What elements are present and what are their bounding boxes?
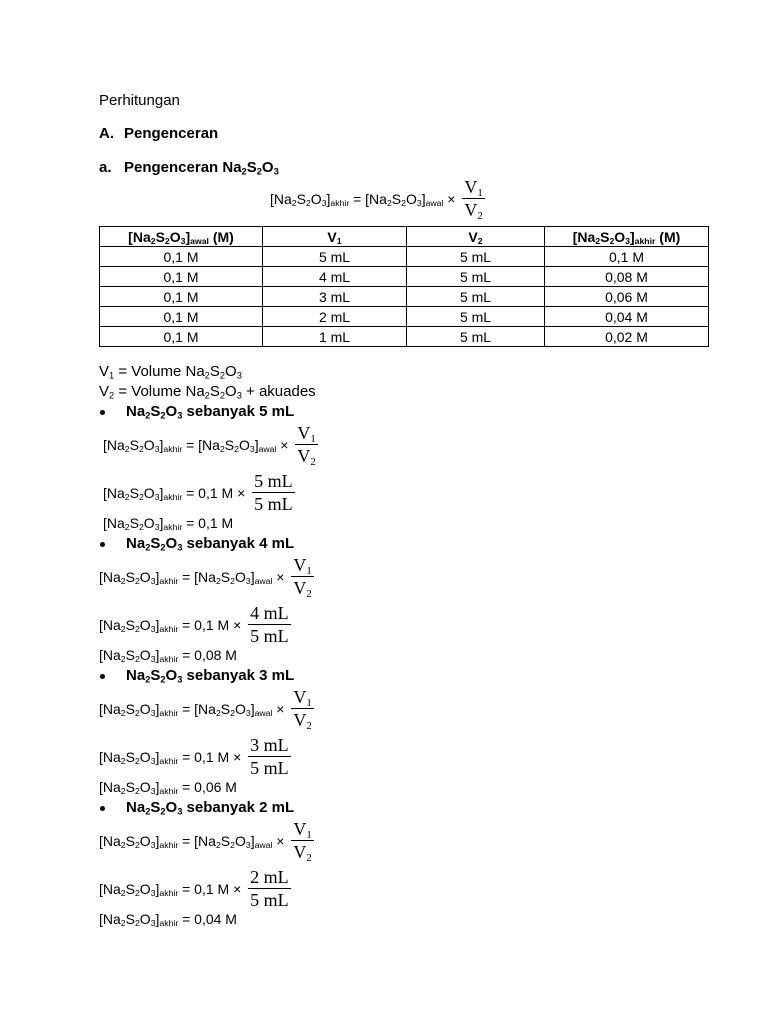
volume-fraction: $\frac{V_1}{V_2}$ bbox=[293, 555, 312, 601]
bullet-icon bbox=[100, 410, 105, 415]
cell-c1: 0,1 M bbox=[100, 267, 263, 287]
subsection-a-marker: a. bbox=[99, 159, 112, 176]
case-label: $Na_2S_2O_3$ sebanyak 4 mL bbox=[126, 535, 295, 553]
section-a-title: Pengenceran bbox=[124, 125, 219, 142]
case-result: $[Na_2S_2O_3]_{akhir}$ = 0,1 M bbox=[103, 515, 234, 533]
definition-v2: $V_2$ = Volume $Na_2S_2O_3$ + akuades bbox=[99, 383, 316, 401]
table-header-row bbox=[100, 227, 709, 247]
cell-v2: 5 mL bbox=[407, 267, 545, 287]
cell-v2: 5 mL bbox=[407, 327, 545, 347]
dilution-table bbox=[99, 226, 709, 347]
header-v2: $V_2$ bbox=[407, 227, 545, 247]
cell-v1: 1 mL bbox=[263, 327, 407, 347]
volume-fraction: $\frac{V_1}{V_2}$ bbox=[293, 687, 312, 733]
case-label: $Na_2S_2O_3$ sebanyak 3 mL bbox=[126, 667, 295, 685]
c2-term: $[Na_2S_2O_3]_{akhir}$ bbox=[270, 190, 350, 208]
cell-c1: 0,1 M bbox=[100, 327, 263, 347]
table-row bbox=[100, 247, 709, 267]
case-substitution: $[Na_2S_2O_3]_{akhir}$ = 0,1 M × $\frac{5 mL}{5 mL}$ bbox=[103, 471, 293, 514]
cell-v2: 5 mL bbox=[407, 247, 545, 267]
cell-c1: 0,1 M bbox=[100, 287, 263, 307]
case-result: $[Na_2S_2O_3]_{akhir}$ = 0,08 M bbox=[99, 647, 237, 665]
section-a-marker: A. bbox=[99, 125, 114, 142]
case-substitution: $[Na_2S_2O_3]_{akhir}$ = 0,1 M × $\frac{4 mL}{5 mL}$ bbox=[99, 603, 289, 646]
cell-v1: 5 mL bbox=[263, 247, 407, 267]
cell-c2: 0,02 M bbox=[545, 327, 709, 347]
dilution-formula: $[Na_2S_2O_3]_{akhir}$ = $[Na_2S_2O_3]_{awal}$ × $\frac{V_1}{V_2}$ bbox=[270, 177, 483, 223]
bullet-icon bbox=[100, 806, 105, 811]
volume-fraction: $\frac{V_1}{V_2}$ bbox=[293, 819, 312, 865]
bullet-icon bbox=[100, 674, 105, 679]
case-formula: $[Na_2S_2O_3]_{akhir}$ = $[Na_2S_2O_3]_{awal}$ × $\frac{V_1}{V_2}$ bbox=[99, 819, 312, 865]
header-v1: $V_1$ bbox=[263, 227, 407, 247]
cell-c2: 0,04 M bbox=[545, 307, 709, 327]
case-substitution: $[Na_2S_2O_3]_{akhir}$ = 0,1 M × $\frac{3 mL}{5 mL}$ bbox=[99, 735, 289, 778]
cell-c1: 0,1 M bbox=[100, 247, 263, 267]
cell-v1: 4 mL bbox=[263, 267, 407, 287]
cell-c2: 0,06 M bbox=[545, 287, 709, 307]
case-formula: $[Na_2S_2O_3]_{akhir}$ = $[Na_2S_2O_3]_{awal}$ × $\frac{V_1}{V_2}$ bbox=[103, 423, 316, 469]
value-fraction: $\frac{2 mL}{5 mL}$ bbox=[250, 867, 289, 910]
cell-v1: 2 mL bbox=[263, 307, 407, 327]
table-row bbox=[100, 307, 709, 327]
case-result: $[Na_2S_2O_3]_{akhir}$ = 0,04 M bbox=[99, 911, 237, 929]
cell-c1: 0,1 M bbox=[100, 307, 263, 327]
cell-v2: 5 mL bbox=[407, 307, 545, 327]
table-row bbox=[100, 287, 709, 307]
volume-fraction: $\frac{V_1}{V_2}$ bbox=[464, 177, 483, 223]
header-c1: $[Na_2S_2O_3]_{awal}$ (M) bbox=[100, 227, 263, 247]
value-fraction: $\frac{5 mL}{5 mL}$ bbox=[254, 471, 293, 514]
cell-c2: 0,08 M bbox=[545, 267, 709, 287]
c1-term: $[Na_2S_2O_3]_{awal}$ bbox=[365, 190, 444, 208]
case-formula: $[Na_2S_2O_3]_{akhir}$ = $[Na_2S_2O_3]_{awal}$ × $\frac{V_1}{V_2}$ bbox=[99, 555, 312, 601]
volume-fraction: $\frac{V_1}{V_2}$ bbox=[297, 423, 316, 469]
cell-c2: 0,1 M bbox=[545, 247, 709, 267]
case-label: $Na_2S_2O_3$ sebanyak 2 mL bbox=[126, 799, 295, 817]
page-heading: Perhitungan bbox=[99, 92, 180, 109]
case-result: $[Na_2S_2O_3]_{akhir}$ = 0,06 M bbox=[99, 779, 237, 797]
table-row bbox=[100, 327, 709, 347]
header-c2: $[Na_2S_2O_3]_{akhir}$ (M) bbox=[545, 227, 709, 247]
bullet-icon bbox=[100, 542, 105, 547]
case-substitution: $[Na_2S_2O_3]_{akhir}$ = 0,1 M × $\frac{2 mL}{5 mL}$ bbox=[99, 867, 289, 910]
case-formula: $[Na_2S_2O_3]_{akhir}$ = $[Na_2S_2O_3]_{awal}$ × $\frac{V_1}{V_2}$ bbox=[99, 687, 312, 733]
case-label: $Na_2S_2O_3$ sebanyak 5 mL bbox=[126, 403, 295, 421]
subsection-a-title: Pengenceran $Na_2S_2O_3$ bbox=[124, 159, 279, 177]
definition-v1: $V_1$ = Volume $Na_2S_2O_3$ bbox=[99, 363, 242, 381]
cell-v1: 3 mL bbox=[263, 287, 407, 307]
value-fraction: $\frac{3 mL}{5 mL}$ bbox=[250, 735, 289, 778]
cell-v2: 5 mL bbox=[407, 287, 545, 307]
table-row bbox=[100, 267, 709, 287]
value-fraction: $\frac{4 mL}{5 mL}$ bbox=[250, 603, 289, 646]
